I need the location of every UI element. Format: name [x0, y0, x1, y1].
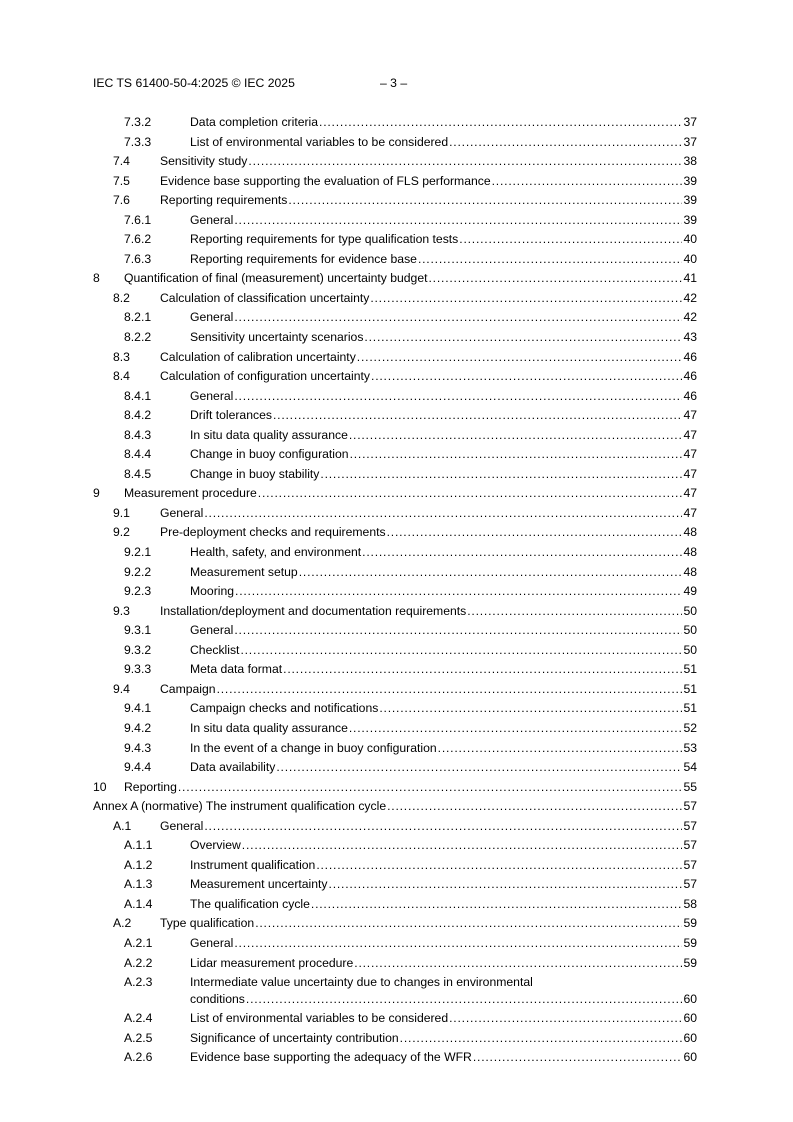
- toc-entry-title: Reporting: [124, 779, 177, 794]
- toc-entry-title: List of environmental variables to be considered: [190, 1011, 449, 1026]
- toc-entry-page: 57: [683, 799, 697, 814]
- dot-leader: [316, 856, 682, 876]
- toc-entry-number: 8.2.2: [124, 330, 152, 345]
- toc-entry[interactable]: [0, 914, 793, 934]
- toc-entry[interactable]: [0, 465, 793, 485]
- toc-entry-line: [190, 836, 697, 856]
- toc-entry-page: 46: [683, 349, 697, 364]
- toc-entry-number: 7.6.3: [124, 251, 152, 266]
- toc-entry[interactable]: [0, 289, 793, 309]
- toc-entry-number: 9.4.2: [124, 720, 152, 735]
- toc-entry-line: [190, 856, 697, 876]
- toc-entry[interactable]: [0, 191, 793, 211]
- dot-leader: [371, 367, 682, 387]
- dot-leader: [204, 504, 682, 524]
- toc-entry-line: [190, 426, 697, 446]
- toc-entry-title: Quantification of final (measurement) uncertainty budget: [124, 271, 428, 286]
- dot-leader: [248, 152, 682, 172]
- toc-entry-number: 8.4: [113, 369, 130, 384]
- toc-entry-title: Mooring: [190, 584, 235, 599]
- toc-entry-number: 7.4: [113, 154, 130, 169]
- toc-entry-number: A.2.5: [124, 1030, 153, 1045]
- toc-entry[interactable]: [0, 445, 793, 465]
- toc-entry-line: [190, 308, 697, 328]
- toc-entry-page: 60: [683, 1050, 697, 1065]
- toc-entry-page: 46: [683, 388, 697, 403]
- toc-entry-page: 47: [683, 486, 697, 501]
- toc-entry-page: 48: [683, 525, 697, 540]
- toc-entry-page: 37: [683, 134, 697, 149]
- dot-leader: [242, 836, 683, 856]
- toc-entry[interactable]: [0, 348, 793, 368]
- toc-entry-title: Evidence base supporting the evaluation of FLS performance: [160, 173, 491, 188]
- toc-entry[interactable]: [0, 543, 793, 563]
- toc-entry-number: 10: [93, 779, 107, 794]
- toc-entry-page: 40: [683, 251, 697, 266]
- toc-entry-title: Measurement uncertainty: [190, 877, 328, 892]
- toc-entry[interactable]: [0, 875, 793, 895]
- dot-leader: [429, 269, 683, 289]
- toc-entry-title: Measurement procedure: [124, 486, 257, 501]
- toc-entry-number: 9.2.1: [124, 545, 152, 560]
- toc-entry-page: 40: [683, 232, 697, 247]
- toc-entry-line: [160, 191, 697, 211]
- dot-leader: [273, 406, 682, 426]
- toc-entry-page: 38: [683, 154, 697, 169]
- toc-entry-number: 9.2: [113, 525, 130, 540]
- dot-leader: [387, 523, 683, 543]
- toc-entry-page: 47: [683, 408, 697, 423]
- toc-entry-line: [190, 387, 697, 407]
- dot-leader: [438, 739, 683, 759]
- toc-entry-page: 60: [683, 1011, 697, 1026]
- toc-entry-page: 54: [683, 760, 697, 775]
- toc-entry[interactable]: [0, 973, 793, 1009]
- toc-entry[interactable]: [0, 602, 793, 622]
- toc-entry-number: A.2.1: [124, 935, 153, 950]
- toc-entry-title: Reporting requirements: [160, 193, 288, 208]
- dot-leader: [246, 990, 683, 1010]
- toc-entry-page: 60: [683, 1030, 697, 1045]
- toc-entry-line: [190, 739, 697, 759]
- toc-entry-line: [190, 1029, 697, 1049]
- toc-entry-title: Reporting requirements for evidence base: [190, 251, 417, 266]
- toc-entry-number: 9: [93, 486, 100, 501]
- toc-entry-title: Significance of uncertainty contribution: [190, 1030, 399, 1045]
- dot-leader: [258, 484, 683, 504]
- dot-leader: [354, 954, 682, 974]
- toc-entry[interactable]: [0, 895, 793, 915]
- toc-entry-number: 9.4.3: [124, 740, 152, 755]
- dot-leader: [288, 191, 682, 211]
- toc-entry[interactable]: [0, 113, 793, 133]
- dot-leader: [283, 660, 682, 680]
- toc-entry[interactable]: [0, 426, 793, 446]
- toc-entry-line: [93, 797, 697, 817]
- dot-leader: [234, 934, 682, 954]
- toc-entry-number: A.1.1: [124, 838, 153, 853]
- toc-entry-line: [190, 543, 697, 563]
- dot-leader: [449, 1009, 682, 1029]
- dot-leader: [276, 758, 682, 778]
- toc-entry-title: Installation/deployment and documentation requirements: [160, 603, 467, 618]
- toc-entry-line: [190, 563, 697, 583]
- toc-entry-page: 41: [683, 271, 697, 286]
- toc-entry-page: 57: [683, 838, 697, 853]
- dot-leader: [370, 289, 682, 309]
- toc-entry-title: Campaign checks and notifications: [190, 701, 379, 716]
- toc-entry[interactable]: [0, 621, 793, 641]
- toc-entry-page: 59: [683, 935, 697, 950]
- toc-entry-number: 8: [93, 271, 100, 286]
- toc-entry-title: Data availability: [190, 760, 276, 775]
- toc-entry-title: Meta data format: [190, 662, 283, 677]
- toc-entry-line: [190, 719, 697, 739]
- toc-entry-title: Calculation of classification uncertainty: [160, 290, 370, 305]
- toc-entry-number: 9.4: [113, 681, 130, 696]
- toc-entry-page: 57: [683, 877, 697, 892]
- dot-leader: [217, 680, 683, 700]
- toc-entry-line: [190, 230, 697, 250]
- toc-entry-page: 55: [683, 779, 697, 794]
- toc-entry[interactable]: [0, 484, 793, 504]
- toc-entry-number: 7.6.2: [124, 232, 152, 247]
- toc-entry-number: 9.4.4: [124, 760, 152, 775]
- toc-entry[interactable]: [0, 387, 793, 407]
- toc-entry-number: 7.3.3: [124, 134, 152, 149]
- toc-entry[interactable]: [0, 211, 793, 231]
- toc-entry-number: 8.4.4: [124, 447, 152, 462]
- toc-entry[interactable]: [0, 758, 793, 778]
- toc-entry-number: 9.4.1: [124, 701, 152, 716]
- toc-entry[interactable]: [0, 269, 793, 289]
- toc-entry-line: [190, 445, 697, 465]
- toc-entry[interactable]: [0, 1048, 793, 1068]
- toc-entry[interactable]: [0, 719, 793, 739]
- page-number: – 3 –: [380, 76, 408, 90]
- toc-entry-line: [124, 269, 697, 289]
- toc-entry[interactable]: [0, 172, 793, 192]
- toc-entry-number: A.2: [113, 916, 132, 931]
- toc-entry-line: [190, 1009, 697, 1029]
- dot-leader: [178, 778, 683, 798]
- toc-entry-line: [124, 484, 697, 504]
- toc-entry-line: [190, 990, 697, 1010]
- toc-entry-title: General: [190, 388, 234, 403]
- toc-entry-title: General: [190, 212, 234, 227]
- toc-entry-line: [190, 621, 697, 641]
- toc-entry-title: Health, safety, and environment: [190, 545, 362, 560]
- toc-entry-page: 39: [683, 212, 697, 227]
- toc-entry[interactable]: [0, 1009, 793, 1029]
- toc-entry-title: Reporting requirements for type qualification tests: [190, 232, 459, 247]
- toc-entry-title-line: Intermediate value uncertainty due to changes in environmental: [190, 975, 533, 990]
- toc-entry-line: [124, 778, 697, 798]
- toc-entry-page: 43: [683, 330, 697, 345]
- page-header: [93, 76, 408, 90]
- toc-entry-page: 60: [683, 992, 697, 1007]
- toc-entry-number: A.2.6: [124, 1050, 153, 1065]
- dot-leader: [299, 563, 683, 583]
- toc-entry-page: 51: [683, 681, 697, 696]
- toc-entry-title: Calculation of calibration uncertainty: [160, 349, 356, 364]
- toc-entry-page: 52: [683, 720, 697, 735]
- toc-entry-number: 9.2.2: [124, 564, 152, 579]
- toc-entry-page: 57: [683, 818, 697, 833]
- toc-entry-line: [190, 660, 697, 680]
- toc-entry-title: Pre-deployment checks and requirements: [160, 525, 386, 540]
- toc-entry-title: Overview: [190, 838, 241, 853]
- dot-leader: [234, 308, 682, 328]
- toc-entry-line: [190, 465, 697, 485]
- toc-entry-line: [160, 602, 697, 622]
- toc-entry-title: Sensitivity uncertainty scenarios: [190, 330, 364, 345]
- dot-leader: [357, 348, 683, 368]
- toc-entry-line: [160, 914, 697, 934]
- toc-entry-page: 51: [683, 662, 697, 677]
- toc-entry-number: 8.3: [113, 349, 130, 364]
- toc-entry-page: 51: [683, 701, 697, 716]
- toc-entry-line: [190, 641, 697, 661]
- toc-entry-title: Evidence base supporting the adequacy of the WFR: [190, 1050, 472, 1065]
- toc-entry-page: 57: [683, 857, 697, 872]
- toc-entry-page: 37: [683, 115, 697, 129]
- toc-entry-title: Instrument qualification: [190, 857, 316, 872]
- toc-entry-title: conditions: [190, 992, 245, 1007]
- dot-leader: [320, 465, 682, 485]
- toc-entry-title: Annex A (normative) The instrument qualification cycle: [93, 799, 387, 814]
- document-reference: IEC TS 61400-50-4:2025 © IEC 2025: [93, 76, 295, 90]
- dot-leader: [362, 543, 682, 563]
- toc-entry[interactable]: [0, 680, 793, 700]
- toc-entry-title: In situ data quality assurance: [190, 427, 348, 442]
- toc-entry[interactable]: [0, 582, 793, 602]
- toc-entry-line: [190, 758, 697, 778]
- toc-entry-line: [160, 172, 697, 192]
- toc-entry-title: Change in buoy configuration: [190, 447, 349, 462]
- toc-entry[interactable]: [0, 250, 793, 270]
- toc-entry-number: 9.3: [113, 603, 130, 618]
- dot-leader: [329, 875, 683, 895]
- dot-leader: [234, 211, 682, 231]
- toc-entry-title: General: [190, 935, 234, 950]
- toc-entry-title: Data completion criteria: [190, 115, 319, 129]
- dot-leader: [240, 641, 682, 661]
- toc-entry-line: [190, 954, 697, 974]
- dot-leader: [255, 914, 682, 934]
- toc-entry[interactable]: [0, 406, 793, 426]
- toc-entry-title: General: [190, 310, 234, 325]
- toc-entry[interactable]: [0, 523, 793, 543]
- toc-entry-number: 7.6: [113, 193, 130, 208]
- toc-entry-number: A.1.2: [124, 857, 153, 872]
- toc-entry-title: Campaign: [160, 681, 216, 696]
- toc-entry-line: [190, 328, 697, 348]
- toc-entry-page: 59: [683, 916, 697, 931]
- toc-entry[interactable]: [0, 739, 793, 759]
- toc-entry-line: [160, 680, 697, 700]
- dot-leader: [459, 230, 682, 250]
- toc-entry-line: [160, 367, 697, 387]
- toc-entry-title: Lidar measurement procedure: [190, 955, 354, 970]
- toc-entry-line: [190, 250, 697, 270]
- toc-entry-page: 50: [683, 623, 697, 638]
- toc-entry-page: 47: [683, 466, 697, 481]
- toc-entry-page: 48: [683, 545, 697, 560]
- toc-entry[interactable]: [0, 1029, 793, 1049]
- toc-entry-page: 46: [683, 369, 697, 384]
- toc-entry-line: [190, 211, 697, 231]
- toc-entry-line: [160, 817, 697, 837]
- toc-entry-title: General: [160, 505, 204, 520]
- toc-entry-page: 50: [683, 603, 697, 618]
- toc-entry-page: 48: [683, 564, 697, 579]
- dot-leader: [349, 719, 683, 739]
- toc-entry-page: 59: [683, 955, 697, 970]
- toc-entry-number: A.1: [113, 818, 132, 833]
- toc-entry-page: 47: [683, 447, 697, 462]
- toc-entry[interactable]: [0, 328, 793, 348]
- toc-entry-line: [160, 348, 697, 368]
- toc-entry-line: [190, 875, 697, 895]
- toc-entry[interactable]: [0, 778, 793, 798]
- toc-entry[interactable]: [0, 563, 793, 583]
- toc-entry-page: 58: [683, 896, 697, 911]
- toc-entry-line: [160, 289, 697, 309]
- toc-entry-title: In the event of a change in buoy configuration: [190, 740, 437, 755]
- dot-leader: [492, 172, 683, 192]
- toc-entry-line: [190, 934, 697, 954]
- toc-entry-page: 47: [683, 505, 697, 520]
- toc-entry-title: Drift tolerances: [190, 408, 272, 423]
- toc-entry-number: 8.4.1: [124, 388, 152, 403]
- toc-entry-number: A.2.2: [124, 955, 153, 970]
- dot-leader: [350, 445, 683, 465]
- toc-entry-number: 8.4.5: [124, 466, 152, 481]
- toc-entry-page: 42: [683, 290, 697, 305]
- toc-entry-page: 53: [683, 740, 697, 755]
- toc-entry-number: 9.3.3: [124, 662, 152, 677]
- dot-leader: [449, 133, 682, 153]
- toc-entry-line: [190, 406, 697, 426]
- toc-entry-number: A.1.3: [124, 877, 153, 892]
- toc-entry-number: A.2.3: [124, 975, 153, 990]
- toc-entry[interactable]: [0, 797, 793, 817]
- toc-entry-page: 39: [683, 173, 697, 188]
- toc-entry-line: [190, 582, 697, 602]
- toc-entry-number: A.1.4: [124, 896, 153, 911]
- toc-entry[interactable]: [0, 152, 793, 172]
- table-of-contents: [0, 113, 793, 1068]
- toc-entry-line: [190, 699, 697, 719]
- toc-entry-title: The qualification cycle: [190, 896, 310, 911]
- toc-entry-number: 8.4.3: [124, 427, 152, 442]
- dot-leader: [235, 582, 682, 602]
- toc-entry[interactable]: [0, 699, 793, 719]
- toc-entry-line: [190, 895, 697, 915]
- toc-entry-title: Type qualification: [160, 916, 255, 931]
- toc-entry-number: 9.3.2: [124, 642, 152, 657]
- toc-entry-number: 9.1: [113, 505, 130, 520]
- toc-entry[interactable]: [0, 230, 793, 250]
- dot-leader: [349, 426, 683, 446]
- toc-entry-line: [160, 504, 697, 524]
- toc-entry-line: [160, 152, 697, 172]
- toc-entry[interactable]: [0, 817, 793, 837]
- dot-leader: [364, 328, 682, 348]
- toc-entry-page: 42: [683, 310, 697, 325]
- toc-entry-number: 8.2: [113, 290, 130, 305]
- dot-leader: [204, 817, 682, 837]
- toc-entry-title: Measurement setup: [190, 564, 298, 579]
- toc-entry-line: [160, 523, 697, 543]
- toc-entry-page: 50: [683, 642, 697, 657]
- toc-entry-number: A.2.4: [124, 1011, 153, 1026]
- toc-entry-page: 47: [683, 427, 697, 442]
- toc-entry-title: Checklist: [190, 642, 240, 657]
- toc-entry-line: [190, 1048, 697, 1068]
- toc-entry-title: Change in buoy stability: [190, 466, 320, 481]
- toc-entry-title: Calculation of configuration uncertainty: [160, 369, 371, 384]
- toc-entry-title: Sensitivity study: [160, 154, 248, 169]
- toc-entry[interactable]: [0, 133, 793, 153]
- toc-entry-number: 7.5: [113, 173, 130, 188]
- toc-entry-title: General: [190, 623, 234, 638]
- toc-entry[interactable]: [0, 308, 793, 328]
- dot-leader: [319, 113, 682, 133]
- toc-entry[interactable]: [0, 954, 793, 974]
- toc-entry-title: In situ data quality assurance: [190, 720, 348, 735]
- toc-entry[interactable]: [0, 934, 793, 954]
- dot-leader: [234, 621, 682, 641]
- dot-leader: [400, 1029, 683, 1049]
- dot-leader: [467, 602, 682, 622]
- toc-entry-title: General: [160, 818, 204, 833]
- dot-leader: [311, 895, 683, 915]
- toc-entry-line: [190, 133, 697, 153]
- toc-entry-page: 49: [683, 584, 697, 599]
- toc-entry-number: 8.2.1: [124, 310, 152, 325]
- toc-entry-number: 7.6.1: [124, 212, 152, 227]
- toc-entry-number: 7.3.2: [124, 115, 152, 129]
- toc-entry-line: [190, 113, 697, 133]
- dot-leader: [473, 1048, 683, 1068]
- dot-leader: [387, 797, 682, 817]
- dot-leader: [379, 699, 682, 719]
- toc-entry-number: 8.4.2: [124, 408, 152, 423]
- toc-entry[interactable]: [0, 660, 793, 680]
- toc-entry-number: 9.2.3: [124, 584, 152, 599]
- toc-entry[interactable]: [0, 856, 793, 876]
- toc-entry-number: 9.3.1: [124, 623, 152, 638]
- toc-entry-page: 39: [683, 193, 697, 208]
- toc-entry[interactable]: [0, 504, 793, 524]
- toc-entry[interactable]: [0, 367, 793, 387]
- toc-entry[interactable]: [0, 836, 793, 856]
- dot-leader: [418, 250, 682, 270]
- toc-entry[interactable]: [0, 641, 793, 661]
- toc-entry-title: List of environmental variables to be considered: [190, 134, 449, 149]
- dot-leader: [234, 387, 682, 407]
